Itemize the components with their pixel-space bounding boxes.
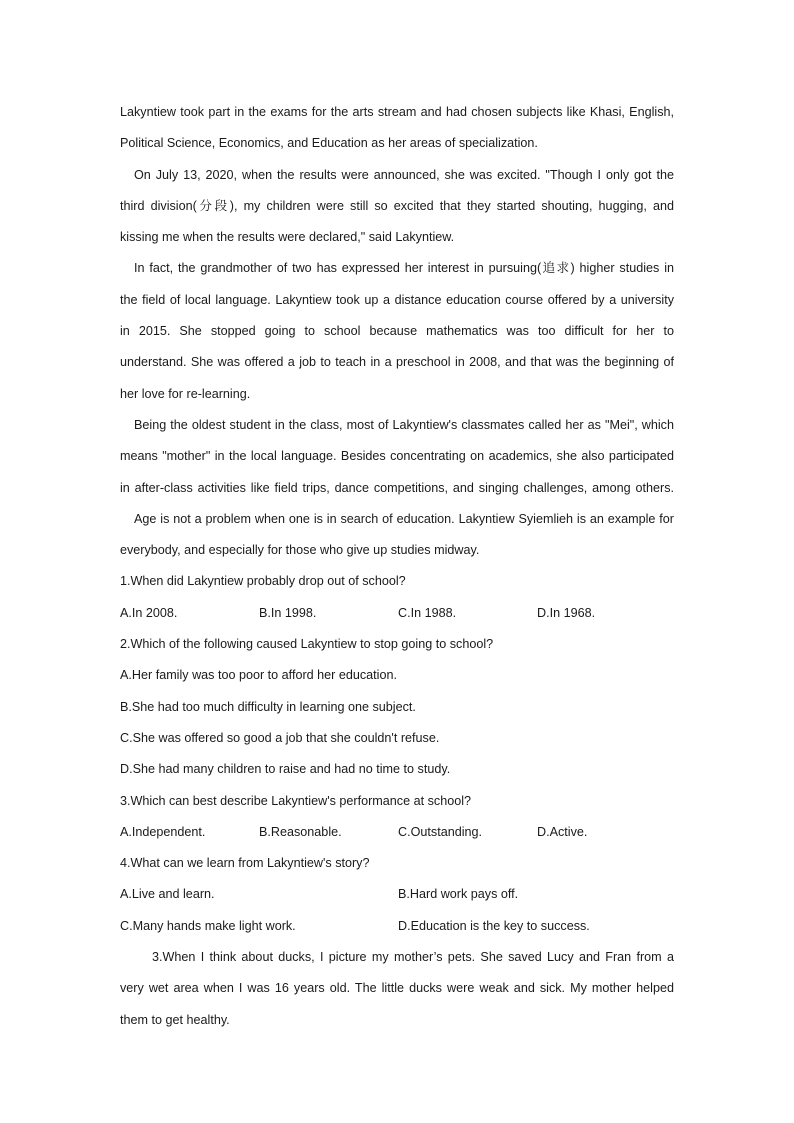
question-1-option-d: D.In 1968. xyxy=(537,605,596,620)
question-4-option-d: D.Education is the key to success. xyxy=(398,918,590,933)
paragraph-2-line-2: third division(分段), my children were still so excited that they started shouting, hugging, and xyxy=(120,198,674,213)
paragraph-3-line-3: in 2015. She stopped going to school because mathematics was too difficult for her to xyxy=(120,324,674,339)
paragraph-3-line-2: the field of local language. Lakyntiew took up a distance education course offered by a university xyxy=(120,292,674,307)
question-3-option-d: D.Active. xyxy=(537,824,588,839)
question-4-option-a: A.Live and learn. xyxy=(120,887,215,902)
question-4-stem: 4.What can we learn from Lakyntiew's story? xyxy=(120,856,370,871)
question-4-option-b: B.Hard work pays off. xyxy=(398,887,519,902)
question-1-stem: 1.When did Lakyntiew probably drop out of school? xyxy=(120,574,406,589)
paragraph-2-line-1: On July 13, 2020, when the results were announced, she was excited. "Though I only got the xyxy=(134,167,674,182)
paragraph-4-line-2: means "mother" in the local language. Besides concentrating on academics, she also participated xyxy=(120,449,674,464)
paragraph-3-line-5: her love for re-learning. xyxy=(120,386,251,401)
question-4-option-c: C.Many hands make light work. xyxy=(120,918,296,933)
paragraph-4-line-3: in after-class activities like field trips, dance competitions, and singing challenges, among others. xyxy=(120,480,674,495)
document-content xyxy=(120,97,674,1036)
paragraph-3-line-4: understand. She was offered a job to teach in a preschool in 2008, and that was the beginning of xyxy=(120,355,674,370)
question-3-options xyxy=(120,817,674,848)
question-1-option-b: B.In 1998. xyxy=(259,605,317,620)
question-3-option-b: B.Reasonable. xyxy=(259,824,342,839)
question-1-option-a: A.In 2008. xyxy=(120,605,178,620)
question-2-stem: 2.Which of the following caused Lakyntiew to stop going to school? xyxy=(120,637,494,652)
paragraph-1-line-2: Political Science, Economics, and Education as her areas of specialization. xyxy=(120,136,538,151)
paragraph-5-line-2: everybody, and especially for those who give up studies midway. xyxy=(120,543,480,558)
question-1-option-c: C.In 1988. xyxy=(398,605,457,620)
question-4-options-row-1 xyxy=(120,879,674,910)
question-1-options xyxy=(120,598,674,629)
paragraph-5-line-1: Age is not a problem when one is in search of education. Lakyntiew Syiemlieh is an example for xyxy=(134,511,674,526)
next-passage-line-3: them to get healthy. xyxy=(120,1012,230,1027)
question-2-option-a: A.Her family was too poor to afford her education. xyxy=(120,668,397,683)
next-passage-line-1: 3.When I think about ducks, I picture my mother’s pets. She saved Lucy and Fran from a xyxy=(152,950,674,965)
question-3-option-c: C.Outstanding. xyxy=(398,824,483,839)
question-2-option-d: D.She had many children to raise and had no time to study. xyxy=(120,762,451,777)
paragraph-2-line-3: kissing me when the results were declared," said Lakyntiew. xyxy=(120,230,455,245)
paragraph-1-line-1: Lakyntiew took part in the exams for the arts stream and had chosen subjects like Khasi, English, xyxy=(120,105,674,119)
next-passage-line-2: very wet area when I was 16 years old. The little ducks were weak and sick. My mother helped xyxy=(120,981,674,996)
question-4-options-row-2 xyxy=(120,911,674,942)
question-3-option-a: A.Independent. xyxy=(120,824,206,839)
paragraph-3-line-1: In fact, the grandmother of two has expressed her interest in pursuing(追求) higher studies in xyxy=(134,261,674,276)
question-2-option-c: C.She was offered so good a job that she couldn't refuse. xyxy=(120,730,440,745)
question-3-stem: 3.Which can best describe Lakyntiew's performance at school? xyxy=(120,793,472,808)
question-2-option-b: B.She had too much difficulty in learning one subject. xyxy=(120,699,416,714)
paragraph-4-line-1: Being the oldest student in the class, most of Lakyntiew's classmates called her as "Mei", which xyxy=(134,417,674,432)
